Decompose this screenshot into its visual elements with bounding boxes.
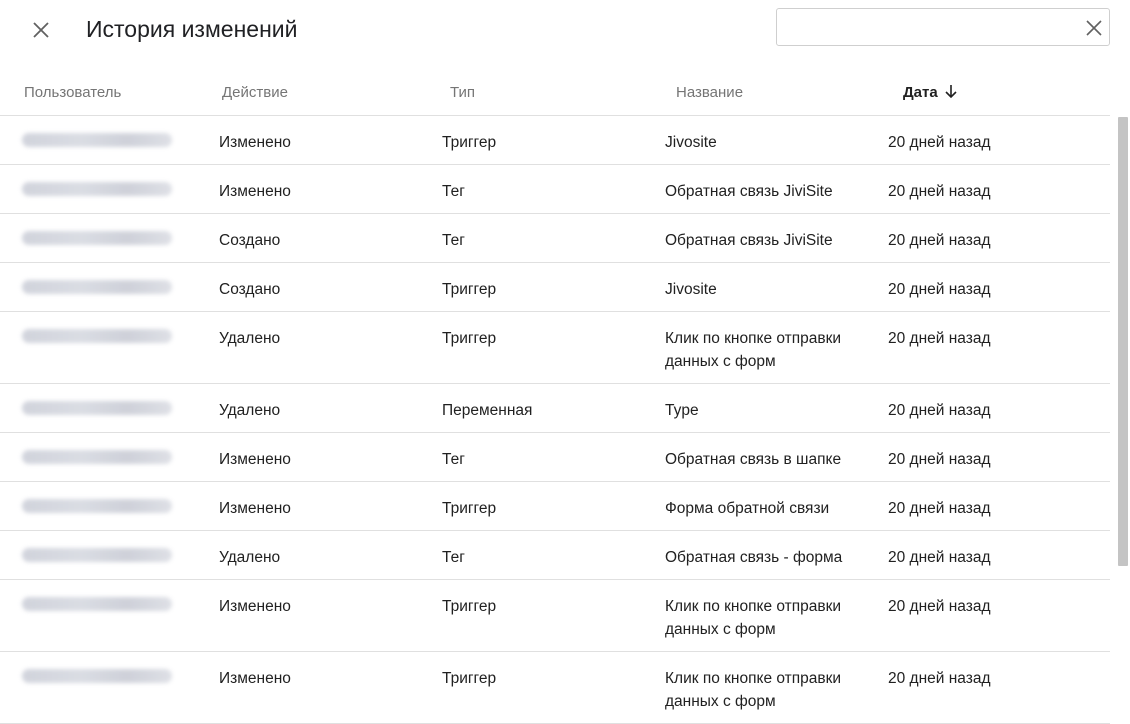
- table-row[interactable]: [0, 165, 1110, 214]
- column-header-user[interactable]: Пользователь: [24, 84, 122, 101]
- close-button[interactable]: [26, 15, 56, 45]
- action-cell: Создано: [219, 281, 281, 298]
- user-email-blurred: [22, 548, 172, 562]
- history-table-body: [0, 115, 1110, 724]
- type-cell: Тег: [442, 451, 465, 468]
- date-cell: 20 дней назад: [888, 183, 991, 200]
- user-email-blurred: [22, 499, 172, 513]
- date-cell: 20 дней назад: [888, 134, 991, 151]
- scrollbar-thumb[interactable]: [1118, 117, 1128, 566]
- user-email-blurred: [22, 231, 172, 245]
- name-cell: Jivosite: [665, 281, 717, 298]
- type-cell: Триггер: [442, 134, 497, 151]
- dialog-header: [0, 0, 1130, 60]
- column-header-action[interactable]: Действие: [222, 84, 288, 101]
- table-row[interactable]: [0, 433, 1110, 482]
- table-row[interactable]: [0, 214, 1110, 263]
- user-email-blurred: [22, 133, 172, 147]
- page-title: История изменений: [86, 16, 298, 42]
- name-cell: Клик по кнопке отправки данных с форм: [665, 598, 842, 638]
- name-cell: Обратная связь JiviSite: [665, 183, 833, 200]
- date-cell: 20 дней назад: [888, 598, 991, 615]
- table-row[interactable]: [0, 580, 1110, 652]
- type-cell: Тег: [442, 549, 465, 566]
- column-header-name[interactable]: Название: [676, 84, 744, 101]
- name-cell: Обратная связь JiviSite: [665, 232, 833, 249]
- column-header-date-label: Дата: [903, 84, 938, 101]
- close-icon: [31, 20, 51, 40]
- type-cell: Триггер: [442, 598, 497, 615]
- date-cell: 20 дней назад: [888, 451, 991, 468]
- user-email-blurred: [22, 597, 172, 611]
- date-cell: 20 дней назад: [888, 281, 991, 298]
- name-cell: Форма обратной связи: [665, 500, 830, 517]
- user-email-blurred: [22, 182, 172, 196]
- action-cell: Изменено: [219, 183, 291, 200]
- action-cell: Изменено: [219, 670, 291, 687]
- date-cell: 20 дней назад: [888, 232, 991, 249]
- user-email-blurred: [22, 450, 172, 464]
- close-icon: [1085, 19, 1103, 37]
- column-header-type[interactable]: Тип: [450, 84, 476, 101]
- clear-search-button[interactable]: [1081, 15, 1107, 41]
- table-row[interactable]: [0, 312, 1110, 384]
- type-cell: Тег: [442, 232, 465, 249]
- type-cell: Триггер: [442, 500, 497, 517]
- type-cell: Переменная: [442, 402, 533, 419]
- type-cell: Тег: [442, 183, 465, 200]
- date-cell: 20 дней назад: [888, 670, 991, 687]
- user-email-blurred: [22, 401, 172, 415]
- user-email-blurred: [22, 280, 172, 294]
- date-cell: 20 дней назад: [888, 549, 991, 566]
- search-input[interactable]: [785, 15, 1079, 41]
- name-cell: Клик по кнопке отправки данных с форм: [665, 330, 842, 370]
- action-cell: Удалено: [219, 402, 281, 419]
- name-cell: Jivosite: [665, 134, 717, 151]
- action-cell: Изменено: [219, 451, 291, 468]
- column-header-date[interactable]: [903, 84, 958, 101]
- action-cell: Удалено: [219, 330, 281, 347]
- action-cell: Создано: [219, 232, 281, 249]
- type-cell: Триггер: [442, 330, 497, 347]
- search-box[interactable]: [776, 8, 1110, 46]
- date-cell: 20 дней назад: [888, 330, 991, 347]
- table-row[interactable]: [0, 652, 1110, 724]
- type-cell: Триггер: [442, 670, 497, 687]
- table-row[interactable]: [0, 263, 1110, 312]
- user-email-blurred: [22, 669, 172, 683]
- name-cell: Клик по кнопке отправки данных с форм: [665, 670, 842, 710]
- table-row[interactable]: [0, 482, 1110, 531]
- action-cell: Удалено: [219, 549, 281, 566]
- table-row[interactable]: [0, 116, 1110, 165]
- table-row[interactable]: [0, 531, 1110, 580]
- table-header: [0, 74, 1110, 114]
- user-email-blurred: [22, 329, 172, 343]
- action-cell: Изменено: [219, 134, 291, 151]
- name-cell: Обратная связь в шапке: [665, 451, 842, 468]
- arrow-down-icon: [944, 84, 958, 99]
- table-row[interactable]: [0, 384, 1110, 433]
- action-cell: Изменено: [219, 500, 291, 517]
- name-cell: Type: [665, 402, 699, 419]
- date-cell: 20 дней назад: [888, 402, 991, 419]
- date-cell: 20 дней назад: [888, 500, 991, 517]
- type-cell: Триггер: [442, 281, 497, 298]
- name-cell: Обратная связь - форма: [665, 549, 843, 566]
- action-cell: Изменено: [219, 598, 291, 615]
